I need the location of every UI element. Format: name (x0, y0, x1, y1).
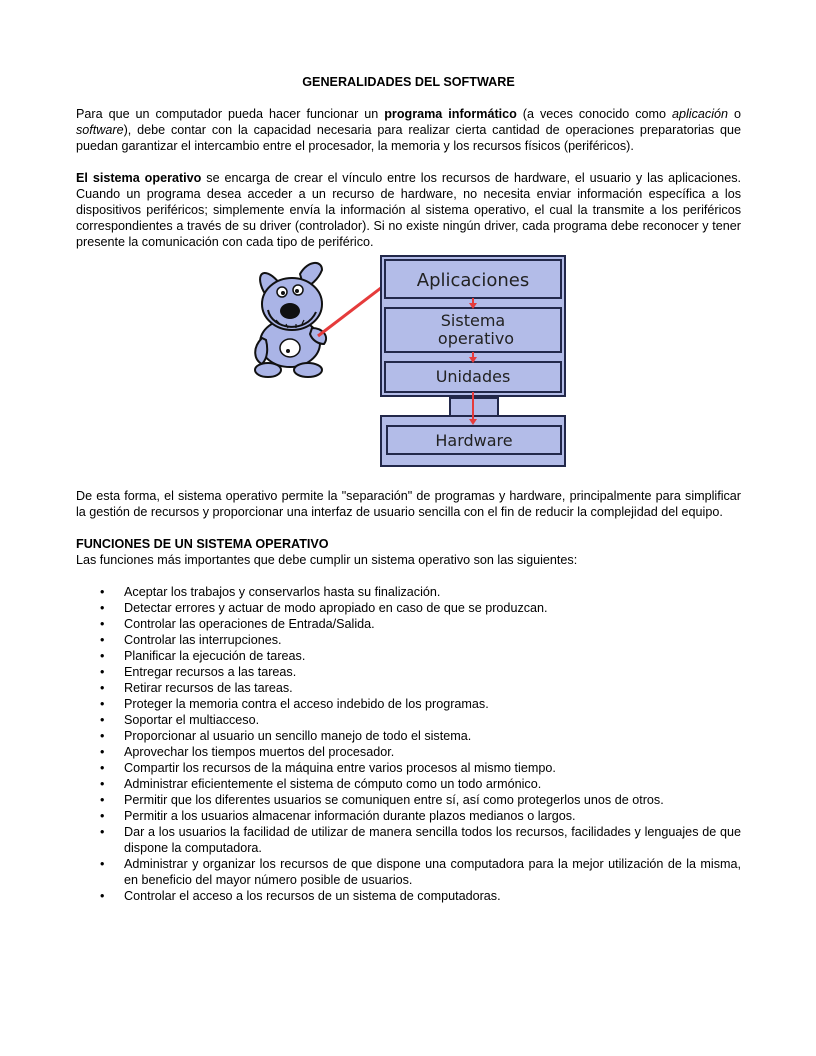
document-page (76, 74, 741, 904)
list-item-text: Permitir a los usuarios almacenar información durante plazos medianos o largos. (124, 809, 576, 823)
list-item (76, 744, 741, 760)
bullet-icon: • (100, 857, 105, 871)
bullet-icon: • (100, 793, 105, 807)
bullet-icon: • (100, 729, 105, 743)
bullet-icon: • (100, 889, 105, 903)
list-item-text: Proteger la memoria contra el acceso indebido de los programas. (124, 697, 489, 711)
list-item (76, 728, 741, 744)
list-item (76, 680, 741, 696)
list-item-text: Aceptar los trabajos y conservarlos hasta su finalización. (124, 585, 441, 599)
list-item-text: Retirar recursos de las tareas. (124, 681, 293, 695)
bullet-icon: • (100, 585, 105, 599)
os-paragraph (76, 170, 741, 250)
list-item-text: Administrar eficientemente el sistema de cómputo como un todo armónico. (124, 777, 542, 791)
list-item (76, 792, 741, 808)
list-item (76, 696, 741, 712)
intro-italic-software: software (76, 123, 124, 137)
separation-paragraph: De esta forma, el sistema operativo permite la "separación" de programas y hardware, principalmente para simplificar la gestión de recursos y proporcionar una interfaz de usuario sencilla con el fin de reducir la complejidad del equipo. (76, 489, 741, 519)
list-item-text: Controlar las interrupciones. (124, 633, 282, 647)
intro-text-1: Para que un computador pueda hacer funcionar un (76, 107, 385, 121)
list-item-text: Controlar el acceso a los recursos de un sistema de computadoras. (124, 889, 501, 903)
list-item-text: Aprovechar los tiempos muertos del procesador. (124, 745, 395, 759)
intro-text-2: (a veces conocido como (516, 107, 672, 121)
list-item (76, 776, 741, 792)
page-title: GENERALIDADES DEL SOFTWARE (302, 75, 515, 89)
list-item-text: Permitir que los diferentes usuarios se comuniquen entre sí, así como protegerlos unos de otros. (124, 793, 664, 807)
bullet-icon: • (100, 825, 105, 839)
list-item-text: Proporcionar al usuario un sencillo manejo de todo el sistema. (124, 729, 472, 743)
cartoon-dog-illustration (255, 263, 390, 377)
bullet-icon: • (100, 745, 105, 759)
list-item (76, 808, 741, 824)
intro-text-3: o (728, 107, 741, 121)
bullet-icon: • (100, 601, 105, 615)
list-item (76, 824, 741, 856)
bullet-icon: • (100, 713, 105, 727)
list-item-text: Controlar las operaciones de Entrada/Salida. (124, 617, 375, 631)
bullet-icon: • (100, 761, 105, 775)
bullet-icon: • (100, 649, 105, 663)
list-item-text: Compartir los recursos de la máquina entre varios procesos al mismo tiempo. (124, 761, 556, 775)
os-layers-diagram (76, 254, 741, 480)
functions-intro: Las funciones más importantes que debe cumplir un sistema operativo son las siguientes: (76, 553, 578, 567)
list-item-text: Planificar la ejecución de tareas. (124, 649, 306, 663)
functions-list (76, 584, 741, 904)
list-item-text: Administrar y organizar los recursos de que dispone una computadora para la mejor utilización de la misma, en beneficio del mayor número posible de usuarios. (124, 857, 741, 887)
list-item (76, 712, 741, 728)
bullet-icon: • (100, 617, 105, 631)
os-bold-term: El sistema operativo (76, 171, 202, 185)
list-item (76, 856, 741, 888)
list-item-text: Dar a los usuarios la facilidad de utilizar de manera sencilla todos los recursos, facilidades y lenguajes de que dispone la computadora. (124, 825, 741, 855)
list-item (76, 600, 741, 616)
bullet-icon: • (100, 633, 105, 647)
list-item (76, 664, 741, 680)
list-item (76, 632, 741, 648)
list-item (76, 648, 741, 664)
layer-apps-label: Aplicaciones (416, 270, 530, 291)
intro-text-4: ), debe contar con la capacidad necesaria para realizar cierta cantidad de operaciones preparatorias que puedan garantizar el intercambio entre el procesador, la memoria y los recursos físicos (periféricos). (76, 123, 741, 153)
layer-hardware-label: Hardware (435, 431, 513, 450)
intro-paragraph (76, 106, 741, 154)
list-item (76, 584, 741, 600)
os-text: se encarga de crear el vínculo entre los recursos de hardware, el usuario y las aplicaciones. Cuando un programa desea acceder a un recurso de hardware, no necesita enviar información específica a los dispositivos periféricos; simplemente envía la información al sistema operativo, el cual la transmite a los periféricos correspondientes a través de su driver (controlador). Si no existe ningún driver, cada programa debe reconocer y tener presente la comunicación con cada tipo de periférico. (76, 171, 741, 249)
list-item (76, 616, 741, 632)
layer-os-label-line1: Sistema (440, 311, 506, 330)
intro-italic-aplicacion: aplicación (672, 107, 729, 121)
bullet-icon: • (100, 777, 105, 791)
bullet-icon: • (100, 681, 105, 695)
bullet-icon: • (100, 809, 105, 823)
list-item-text: Detectar errores y actuar de modo apropiado en caso de que se produzcan. (124, 601, 548, 615)
list-item-text: Entregar recursos a las tareas. (124, 665, 297, 679)
list-item-text: Soportar el multiacceso. (124, 713, 260, 727)
layers-stack (381, 256, 565, 466)
layer-units-label: Unidades (435, 367, 511, 386)
bullet-icon: • (100, 665, 105, 679)
bullet-icon: • (100, 697, 105, 711)
layer-os-label-line2: operativo (437, 329, 515, 348)
list-item (76, 760, 741, 776)
intro-bold-term: programa informático (384, 107, 517, 121)
list-item (76, 888, 741, 904)
functions-heading: FUNCIONES DE UN SISTEMA OPERATIVO (76, 537, 329, 551)
